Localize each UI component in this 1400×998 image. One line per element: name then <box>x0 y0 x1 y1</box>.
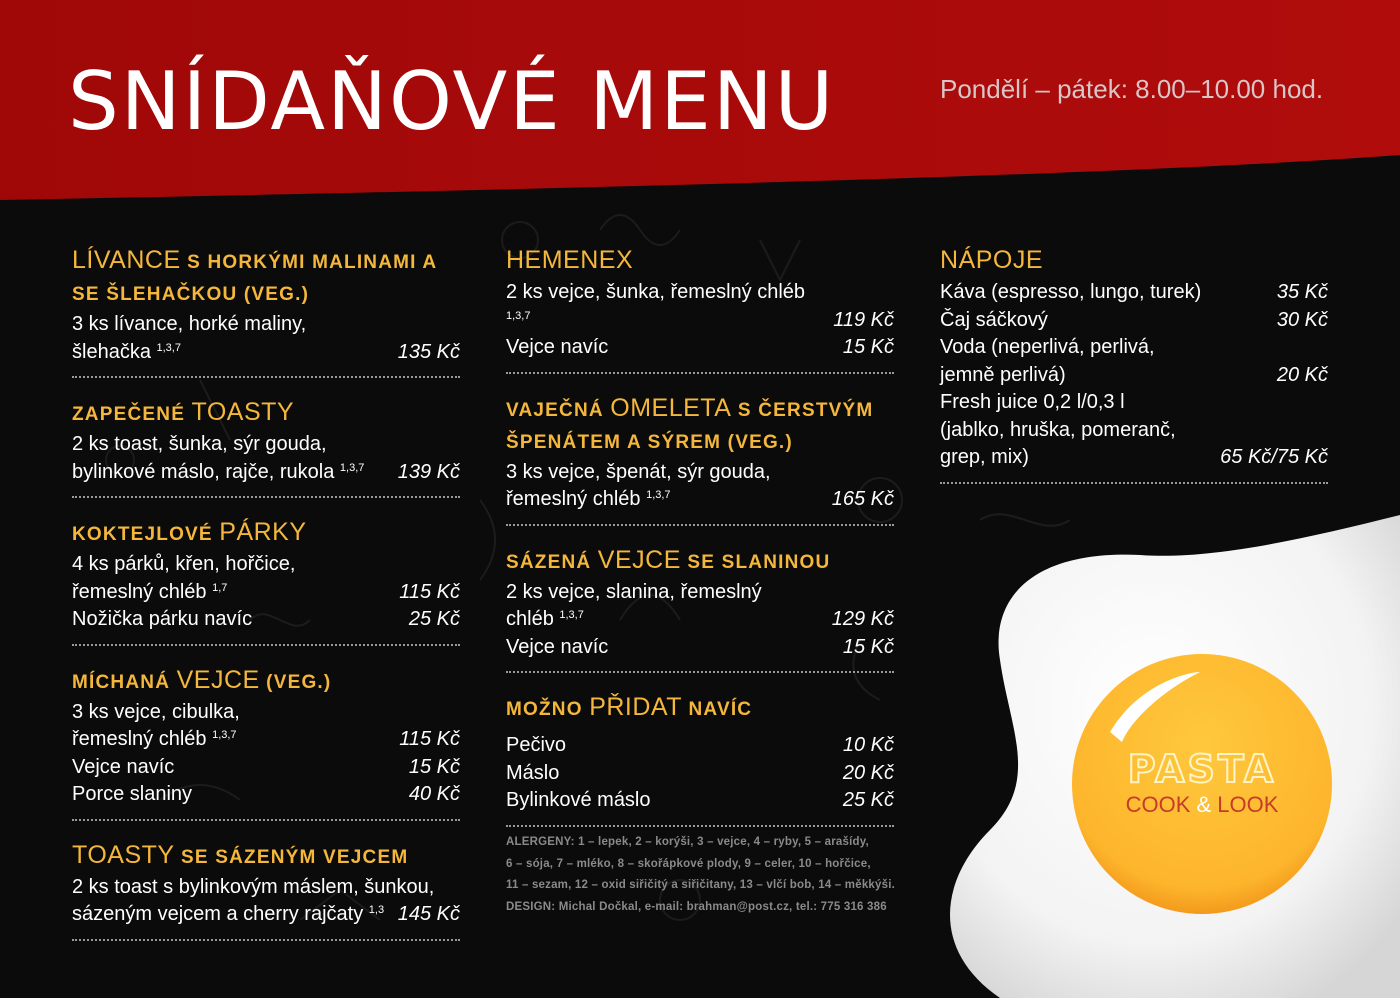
allergen-codes: 1,3,7 <box>646 489 671 501</box>
menu-section-toasty <box>72 396 460 498</box>
section-heading <box>72 516 460 551</box>
item-name: 2 ks toast, šunka, sýr gouda, <box>72 433 327 455</box>
dotted-divider <box>72 819 460 821</box>
item-name: Bylinkové máslo <box>506 789 651 811</box>
allergens-line: 11 – sezam, 12 – oxid siřičitý a siřičitany, 13 – vlčí bob, 14 – měkkýši. <box>506 879 895 891</box>
dotted-divider <box>940 482 1328 484</box>
design-credit: DESIGN: Michal Dočkal, e-mail: brahman@post.cz, tel.: 775 316 386 <box>506 900 887 913</box>
heading-main: NÁPOJE <box>940 246 1044 274</box>
menu-line <box>72 339 460 367</box>
item-name: Voda (neperlivá, perlivá, <box>940 336 1155 358</box>
menu-section-omeleta <box>506 392 894 526</box>
item-price: 65 Kč/75 Kč <box>1220 446 1328 468</box>
page-title: SNÍDAŇOVÉ MENU <box>68 55 836 148</box>
heading-pre: MOŽNO <box>506 699 590 720</box>
menu-section-sazena-vejce <box>506 544 894 674</box>
item-price: 25 Kč <box>842 789 894 811</box>
item-name: řemeslný chléb <box>72 728 207 750</box>
item-price: 40 Kč <box>408 783 460 805</box>
heading-pre: SÁZENÁ <box>506 551 598 573</box>
allergen-codes: 1,3,7 <box>339 461 365 474</box>
heading-main: LÍVANCE <box>72 246 181 274</box>
item-name: Káva (espresso, lungo, turek) <box>940 281 1202 303</box>
heading-pre: MÍCHANÁ <box>72 671 177 693</box>
item-name: Fresh juice 0,2 l/0,3 l <box>940 391 1125 413</box>
item-name: řemeslný chléb <box>506 488 641 510</box>
item-price: 15 Kč <box>842 635 894 658</box>
logo-tagline <box>1126 792 1279 817</box>
menu-line <box>940 307 1328 335</box>
item-name: jemně perlivá) <box>940 363 1066 386</box>
menu-line <box>72 874 460 902</box>
item-name: řemeslný chléb <box>72 580 207 603</box>
menu-section-michana-vejce <box>72 664 460 821</box>
menu-line <box>506 787 894 815</box>
item-name: bylinkové máslo, rajče, rukola <box>72 460 335 483</box>
item-name: grep, mix) <box>940 446 1029 468</box>
item-name: sázeným vejcem a cherry rajčaty <box>72 903 364 925</box>
menu-section-hemenex <box>506 244 894 374</box>
item-name: Nožička párku navíc <box>72 608 253 630</box>
section-heading <box>506 392 894 459</box>
menu-line <box>506 606 894 634</box>
item-price: 135 Kč <box>397 340 460 363</box>
item-name: chléb <box>506 608 554 630</box>
menu-column-2 <box>506 244 894 827</box>
menu-line <box>940 279 1328 307</box>
heading-pre: VAJEČNÁ <box>506 399 611 421</box>
menu-line <box>940 444 1328 472</box>
menu-line <box>506 279 894 334</box>
menu-line <box>506 486 894 514</box>
item-name: Vejce navíc <box>506 635 609 658</box>
item-name: Máslo <box>506 761 560 784</box>
dotted-divider <box>72 939 460 941</box>
heading-main: OMELETA <box>610 393 732 422</box>
section-heading <box>506 691 894 726</box>
menu-line <box>72 754 460 782</box>
item-price: 30 Kč <box>1276 308 1328 331</box>
heading-post: S ČERSTVÝM ŠPENÁTEM A SÝREM (VEG.) <box>506 399 874 453</box>
heading-main: TOASTY <box>191 398 295 426</box>
logo-brand: PASTA <box>1127 747 1277 791</box>
menu-line <box>940 389 1328 417</box>
section-heading <box>506 544 894 579</box>
allergen-codes: 1,3,7 <box>156 341 181 354</box>
section-heading <box>72 839 460 874</box>
menu-line <box>506 579 894 607</box>
menu-line <box>72 699 460 727</box>
menu-column-1 <box>72 244 460 941</box>
item-name: 2 ks toast s bylinkovým máslem, šunkou, <box>72 875 435 898</box>
menu-line <box>506 634 894 662</box>
menu-line <box>72 579 460 607</box>
heading-post: (VEG.) <box>259 671 332 693</box>
dotted-divider <box>506 825 894 827</box>
menu-line <box>940 417 1328 445</box>
menu-line <box>72 431 460 459</box>
dotted-divider <box>72 496 460 498</box>
heading-main: VEJCE <box>176 665 260 694</box>
logo-tag-amp: & <box>1196 792 1212 817</box>
item-price: 115 Kč <box>399 580 460 603</box>
logo-tag-right: LOOK <box>1211 792 1279 817</box>
item-name: Porce slaniny <box>72 783 193 805</box>
item-price: 145 Kč <box>397 903 460 925</box>
item-price: 15 Kč <box>842 336 894 358</box>
item-name: 3 ks lívance, horké maliny, <box>72 313 307 335</box>
item-price: 20 Kč <box>842 761 894 784</box>
item-price: 25 Kč <box>408 608 460 630</box>
item-price: 115 Kč <box>399 728 460 750</box>
item-name: Vejce navíc <box>506 336 609 358</box>
dotted-divider <box>506 372 894 374</box>
opening-hours: Pondělí – pátek: 8.00–10.00 hod. <box>940 74 1324 104</box>
dotted-divider <box>506 671 894 673</box>
menu-line <box>506 459 894 487</box>
item-name: (jablko, hruška, pomeranč, <box>940 418 1176 441</box>
item-price: 10 Kč <box>842 734 894 756</box>
heading-main: HEMENEX <box>506 246 634 274</box>
item-price: 20 Kč <box>1276 363 1328 386</box>
menu-line <box>72 726 460 754</box>
menu-line <box>940 362 1328 390</box>
item-price: 35 Kč <box>1276 281 1328 303</box>
menu-section-toasty-vejce <box>72 839 460 941</box>
section-heading <box>72 244 460 311</box>
heading-pre: KOKTEJLOVÉ <box>72 524 220 545</box>
item-name: 2 ks vejce, šunka, řemeslný chléb <box>506 281 806 303</box>
allergens-line: 6 – sója, 7 – mléko, 8 – skořápkové plody, 9 – celer, 10 – hořčice, <box>506 857 871 870</box>
allergen-codes: 1,7 <box>212 581 228 594</box>
item-name: 4 ks párků, křen, hořčice, <box>72 553 296 575</box>
menu-section-napoje <box>940 244 1328 484</box>
heading-main: PŘIDAT <box>589 693 683 721</box>
pasta-logo <box>1070 652 1334 916</box>
menu-line <box>506 334 894 362</box>
menu-line <box>506 732 894 760</box>
menu-line <box>506 760 894 788</box>
heading-post: NAVÍC <box>682 699 753 720</box>
menu-line <box>72 606 460 634</box>
section-heading <box>940 244 1328 279</box>
item-name: šlehačka <box>72 340 151 363</box>
item-name: Pečivo <box>506 734 567 756</box>
allergen-codes: 1,3,7 <box>212 729 237 741</box>
section-heading <box>72 664 460 699</box>
dotted-divider <box>72 376 460 378</box>
menu-line <box>72 311 460 339</box>
menu-line <box>72 901 460 929</box>
heading-rest: S HORKÝMI MALINAMI A SE ŠLEHAČKOU (VEG.) <box>72 252 437 305</box>
menu-section-parky <box>72 516 460 646</box>
menu-line <box>72 781 460 809</box>
heading-main: PÁRKY <box>219 518 307 546</box>
item-name: Čaj sáčkový <box>940 308 1048 331</box>
section-heading <box>506 244 894 279</box>
heading-pre: ZAPEČENÉ <box>72 404 192 425</box>
menu-line <box>940 334 1328 362</box>
menu-section-livance <box>72 244 460 378</box>
heading-main: VEJCE <box>597 545 681 574</box>
item-price: 119 Kč <box>833 308 894 331</box>
allergen-footer <box>506 832 896 918</box>
item-price: 129 Kč <box>831 608 894 630</box>
logo-tag-left: COOK <box>1125 792 1197 817</box>
item-name: 2 ks vejce, slanina, řemeslný <box>506 580 762 603</box>
menu-line <box>72 551 460 579</box>
dotted-divider <box>506 524 894 526</box>
menu-column-3 <box>940 244 1328 502</box>
item-price: 139 Kč <box>397 460 460 483</box>
item-price: 165 Kč <box>831 488 894 510</box>
menu-line <box>72 459 460 487</box>
menu-section-pridat <box>506 691 894 827</box>
item-name: 3 ks vejce, špenát, sýr gouda, <box>506 460 771 483</box>
heading-post: SE SLANINOU <box>680 551 831 573</box>
item-name: Vejce navíc <box>72 755 175 778</box>
dotted-divider <box>72 644 460 646</box>
heading-main: TOASTY <box>72 840 175 869</box>
section-heading <box>72 396 460 431</box>
item-name: 3 ks vejce, cibulka, <box>72 700 240 723</box>
allergen-codes: 1,3 <box>368 904 385 916</box>
allergen-codes: 1,3,7 <box>559 609 584 621</box>
allergens-line: ALERGENY: 1 – lepek, 2 – korýši, 3 – vejce, 4 – ryby, 5 – arašídy, <box>506 836 869 848</box>
heading-post: SE SÁZENÝM VEJCEM <box>174 846 409 868</box>
item-price: 15 Kč <box>408 755 460 778</box>
allergen-codes: 1,3,7 <box>506 309 531 322</box>
